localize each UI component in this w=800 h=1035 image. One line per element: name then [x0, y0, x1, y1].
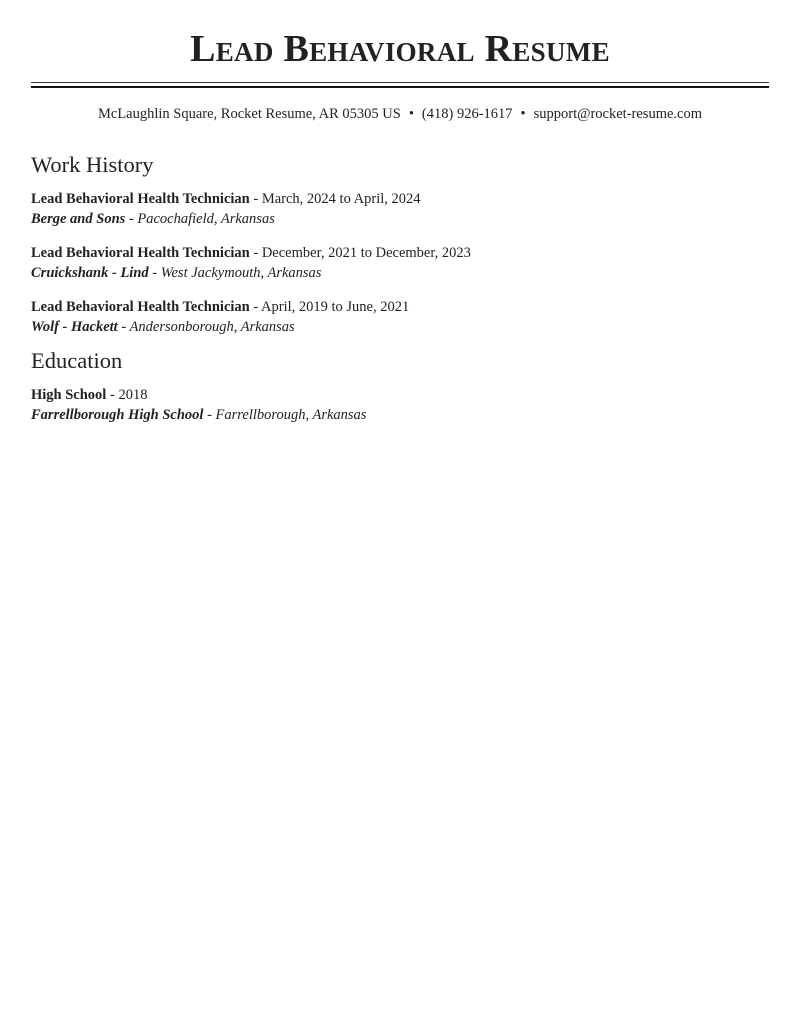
job-dates: December, 2021 to December, 2023 — [261, 245, 471, 261]
work-entry: Lead Behavioral Health Technician - March, 2024 to April, 2024 Berge and Sons - Pacochafield, Arkansas — [31, 191, 421, 227]
graduation-year: 2018 — [118, 387, 148, 403]
contact-line — [31, 104, 769, 124]
education-section — [31, 347, 769, 425]
work-entry: Lead Behavioral Health Technician - April, 2019 to June, 2021 Wolf - Hackett - Andersonborough, Arkansas — [31, 299, 410, 335]
education-entry: High School - 2018 Farrellborough High School - Farrellborough, Arkansas — [31, 387, 367, 423]
contact-address: McLaughlin Square, Rocket Resume, AR 05305 US — [97, 106, 401, 122]
location: Pacochafield, Arkansas — [137, 211, 275, 227]
job-title: Lead Behavioral Health Technician — [31, 245, 250, 261]
contact-email: support@rocket-resume.com — [533, 106, 702, 122]
job-title: Lead Behavioral Health Technician — [31, 191, 250, 207]
location: West Jackymouth, Arkansas — [160, 265, 322, 281]
work-entry: Lead Behavioral Health Technician - December, 2021 to December, 2023 Cruickshank - Lind - West Jackymouth, Arkansas — [31, 245, 471, 281]
separator: • — [408, 106, 414, 122]
company: Berge and Sons — [31, 211, 126, 227]
degree: High School — [31, 387, 107, 403]
company: Cruickshank - Lind — [31, 265, 149, 281]
section-heading: Work History — [31, 152, 154, 177]
job-dates: March, 2024 to April, 2024 — [261, 191, 421, 207]
resume-title: Lead Behavioral Resume — [190, 28, 610, 70]
section-heading: Education — [31, 348, 123, 373]
company: Wolf - Hackett — [31, 319, 118, 335]
job-dates: April, 2019 to June, 2021 — [261, 299, 410, 315]
header-divider-thick — [31, 86, 769, 88]
school: Farrellborough High School — [31, 407, 204, 423]
location: Farrellborough, Arkansas — [215, 407, 367, 423]
contact-phone: (418) 926-1617 — [421, 106, 513, 122]
location: Andersonborough, Arkansas — [129, 319, 295, 335]
separator: • — [520, 106, 526, 122]
work-history-section — [31, 151, 769, 337]
header-divider-thin — [31, 82, 769, 83]
job-title: Lead Behavioral Health Technician — [31, 299, 250, 315]
